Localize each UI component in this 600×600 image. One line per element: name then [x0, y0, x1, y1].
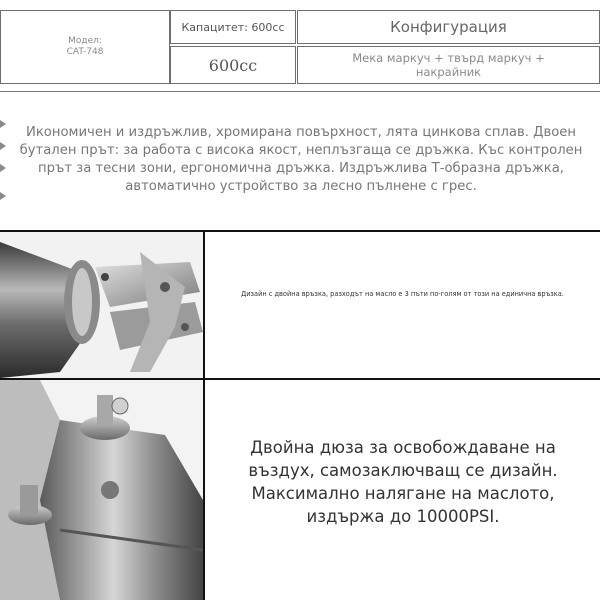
- features-text: Икономичен и издръжлив, хромирана повърхност, лята цинкова сплав. Двоен бутален прът: за работа с висока якост, неплъзгаща се дръжка. Къс контролен прът за тесни зони, ергономична дръжка. Издръжлива Т-образна дръжка, автоматично устройство за лесно пълнене с грес.: [19, 125, 583, 194]
- model-label: Модел:: [68, 36, 102, 46]
- divider: [0, 91, 600, 92]
- nozzle-caption: Двойна дюза за освобождаване на въздух, самозаключващ се дизайн. Максимално налягане на маслото, издържа до 10000PSI.: [248, 438, 558, 526]
- model-cell: [0, 10, 170, 84]
- model-value: CAT-748: [66, 47, 104, 57]
- features-section: [0, 96, 600, 226]
- capacity-label: Капацитет: 600cc: [170, 10, 296, 44]
- bullet-icon: [0, 164, 6, 172]
- nozzle-photo: [0, 380, 203, 600]
- configuration-value: Мека маркуч + твърд маркуч + накрайник: [297, 46, 600, 84]
- configuration-label: Конфигурация: [297, 10, 600, 44]
- bullet-icon: [0, 120, 6, 128]
- bullet-icon: [0, 142, 6, 150]
- panel-vertical-divider: [203, 232, 205, 600]
- bullet-icon: [0, 192, 6, 200]
- double-link-photo: [0, 232, 203, 378]
- double-link-caption: Дизайн с двойна връзка, разходът на масло е 3 пъти по-голям от този на единична връзка.: [241, 290, 564, 298]
- capacity-value: 600cc: [170, 46, 296, 84]
- spec-table: [0, 0, 600, 88]
